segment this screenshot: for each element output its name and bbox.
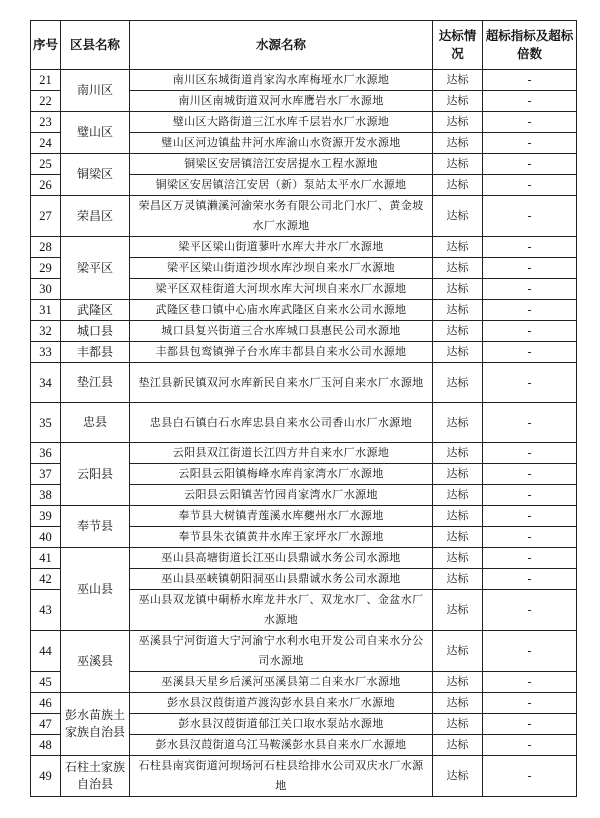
table-row [31,112,577,133]
compliance-status: 达标 [433,237,483,258]
row-number: 29 [31,258,61,279]
table-row [31,196,577,237]
row-number: 30 [31,279,61,300]
row-number: 27 [31,196,61,237]
compliance-status: 达标 [433,693,483,714]
table-row [31,321,577,342]
county-name: 巫山县 [61,548,130,631]
compliance-status: 达标 [433,112,483,133]
exceed-indicator: - [483,133,577,154]
exceed-indicator: - [483,279,577,300]
compliance-status: 达标 [433,527,483,548]
exceed-indicator: - [483,714,577,735]
county-name: 巫溪县 [61,631,130,693]
table-body [31,70,577,797]
exceed-indicator: - [483,506,577,527]
county-name: 璧山区 [61,112,130,154]
row-number: 26 [31,175,61,196]
county-name: 云阳县 [61,443,130,506]
compliance-status: 达标 [433,485,483,506]
exceed-indicator: - [483,485,577,506]
county-name: 忠县 [61,403,130,443]
water-source-name: 彭水县汉葭街道郁江关口取水泵站水源地 [130,714,433,735]
compliance-status: 达标 [433,569,483,590]
water-source-name: 垫江县新民镇双河水库新民自来水厂玉河自来水厂水源地 [130,363,433,403]
row-number: 33 [31,342,61,363]
row-number: 49 [31,756,61,797]
compliance-status: 达标 [433,631,483,672]
water-source-name: 奉节县大树镇青莲溪水库夔州水厂水源地 [130,506,433,527]
water-source-name: 璧山区河边镇盐井河水库渝山水资源开发水源地 [130,133,433,154]
row-number: 25 [31,154,61,175]
water-source-name: 南川区南城街道双河水库鹰岩水厂水源地 [130,91,433,112]
compliance-status: 达标 [433,464,483,485]
row-number: 42 [31,569,61,590]
water-source-name: 云阳县双江街道长江四方井自来水厂水源地 [130,443,433,464]
water-source-name: 巫溪县宁河街道大宁河渝宁水利水电开发公司自来水分公司水源地 [130,631,433,672]
compliance-status: 达标 [433,321,483,342]
exceed-indicator: - [483,321,577,342]
exceed-indicator: - [483,237,577,258]
table-row [31,548,577,569]
water-source-name: 忠县白石镇白石水库忠县自来水公司香山水厂水源地 [130,403,433,443]
header-county: 区县名称 [61,21,130,70]
table-row [31,506,577,527]
exceed-indicator: - [483,196,577,237]
exceed-indicator: - [483,548,577,569]
table-row [31,443,577,464]
row-number: 40 [31,527,61,548]
header-exceed: 超标指标及超标倍数 [483,21,577,70]
compliance-status: 达标 [433,133,483,154]
compliance-status: 达标 [433,672,483,693]
row-number: 28 [31,237,61,258]
water-source-table [30,20,577,797]
row-number: 34 [31,363,61,403]
table-row [31,693,577,714]
water-source-name: 奉节县朱衣镇黄井水库王家坪水厂水源地 [130,527,433,548]
water-source-name: 梁平区双桂街道大河坝水库大河坝自来水厂水源地 [130,279,433,300]
table-row [31,154,577,175]
exceed-indicator: - [483,672,577,693]
county-name: 垫江县 [61,363,130,403]
exceed-indicator: - [483,464,577,485]
county-name: 武隆区 [61,300,130,321]
header-source: 水源名称 [130,21,433,70]
county-name: 丰都县 [61,342,130,363]
exceed-indicator: - [483,70,577,91]
exceed-indicator: - [483,631,577,672]
compliance-status: 达标 [433,714,483,735]
exceed-indicator: - [483,154,577,175]
water-source-name: 巫山县巫峡镇朝阳洞巫山县鼎诚水务公司水源地 [130,569,433,590]
water-source-name: 彭水县汉葭街道芦渡沟彭水县自来水厂水源地 [130,693,433,714]
exceed-indicator: - [483,569,577,590]
compliance-status: 达标 [433,258,483,279]
water-source-name: 云阳县云阳镇苦竹园肖家湾水厂水源地 [130,485,433,506]
water-source-name: 梁平区梁山街道蓼叶水库大井水厂水源地 [130,237,433,258]
header-status: 达标情况 [433,21,483,70]
compliance-status: 达标 [433,342,483,363]
exceed-indicator: - [483,756,577,797]
water-source-name: 铜梁区安居镇涪江安居提水工程水源地 [130,154,433,175]
water-source-name: 梁平区梁山街道沙坝水库沙坝自来水厂水源地 [130,258,433,279]
table-header-row [31,21,577,70]
water-source-name: 南川区东城街道肖家沟水库梅垭水厂水源地 [130,70,433,91]
row-number: 46 [31,693,61,714]
compliance-status: 达标 [433,735,483,756]
row-number: 41 [31,548,61,569]
water-source-name: 铜梁区安居镇涪江安居（新）泵站太平水厂水源地 [130,175,433,196]
compliance-status: 达标 [433,506,483,527]
exceed-indicator: - [483,342,577,363]
row-number: 37 [31,464,61,485]
row-number: 36 [31,443,61,464]
exceed-indicator: - [483,112,577,133]
compliance-status: 达标 [433,279,483,300]
county-name: 城口县 [61,321,130,342]
county-name: 彭水苗族土家族自治县 [61,693,130,756]
compliance-status: 达标 [433,154,483,175]
row-number: 48 [31,735,61,756]
water-source-name: 璧山区大路街道三江水库千层岩水厂水源地 [130,112,433,133]
table-row [31,342,577,363]
compliance-status: 达标 [433,443,483,464]
water-source-name: 彭水县汉葭街道乌江马鞍溪彭水县自来水厂水源地 [130,735,433,756]
row-number: 43 [31,590,61,631]
compliance-status: 达标 [433,548,483,569]
compliance-status: 达标 [433,300,483,321]
row-number: 45 [31,672,61,693]
water-source-name: 石柱县南宾街道河坝场河石柱县给排水公司双庆水厂水源地 [130,756,433,797]
exceed-indicator: - [483,258,577,279]
exceed-indicator: - [483,527,577,548]
exceed-indicator: - [483,300,577,321]
compliance-status: 达标 [433,363,483,403]
row-number: 32 [31,321,61,342]
compliance-status: 达标 [433,175,483,196]
exceed-indicator: - [483,403,577,443]
table-row [31,363,577,403]
row-number: 24 [31,133,61,154]
county-name: 奉节县 [61,506,130,548]
county-name: 梁平区 [61,237,130,300]
header-seq: 序号 [31,21,61,70]
table-row [31,403,577,443]
table-row [31,237,577,258]
exceed-indicator: - [483,363,577,403]
exceed-indicator: - [483,693,577,714]
water-source-name: 云阳县云阳镇梅峰水库肖家湾水厂水源地 [130,464,433,485]
compliance-status: 达标 [433,756,483,797]
row-number: 23 [31,112,61,133]
row-number: 47 [31,714,61,735]
water-source-name: 巫溪县天星乡后溪河巫溪县第二自来水厂水源地 [130,672,433,693]
row-number: 35 [31,403,61,443]
exceed-indicator: - [483,91,577,112]
exceed-indicator: - [483,590,577,631]
table-row [31,70,577,91]
row-number: 21 [31,70,61,91]
table-row [31,756,577,797]
table-row [31,300,577,321]
county-name: 荣昌区 [61,196,130,237]
water-source-name: 武隆区巷口镇中心庙水库武隆区自来水公司水源地 [130,300,433,321]
water-source-name: 城口县复兴街道三合水库城口县惠民公司水源地 [130,321,433,342]
compliance-status: 达标 [433,403,483,443]
water-source-name: 丰都县包鸾镇弹子台水库丰都县自来水公司水源地 [130,342,433,363]
compliance-status: 达标 [433,590,483,631]
table-row [31,631,577,672]
water-source-name: 巫山县高塘街道长江巫山县鼎诚水务公司水源地 [130,548,433,569]
row-number: 38 [31,485,61,506]
row-number: 39 [31,506,61,527]
row-number: 31 [31,300,61,321]
compliance-status: 达标 [433,70,483,91]
water-source-name: 巫山县双龙镇中硐桥水库龙井水厂、双龙水厂、金盆水厂水源地 [130,590,433,631]
row-number: 22 [31,91,61,112]
exceed-indicator: - [483,443,577,464]
county-name: 石柱土家族自治县 [61,756,130,797]
water-source-name: 荣昌区万灵镇濑溪河渝荣水务有限公司北门水厂、黄金坡水厂水源地 [130,196,433,237]
exceed-indicator: - [483,175,577,196]
county-name: 南川区 [61,70,130,112]
county-name: 铜梁区 [61,154,130,196]
row-number: 44 [31,631,61,672]
compliance-status: 达标 [433,196,483,237]
exceed-indicator: - [483,735,577,756]
compliance-status: 达标 [433,91,483,112]
document-page [30,20,576,797]
